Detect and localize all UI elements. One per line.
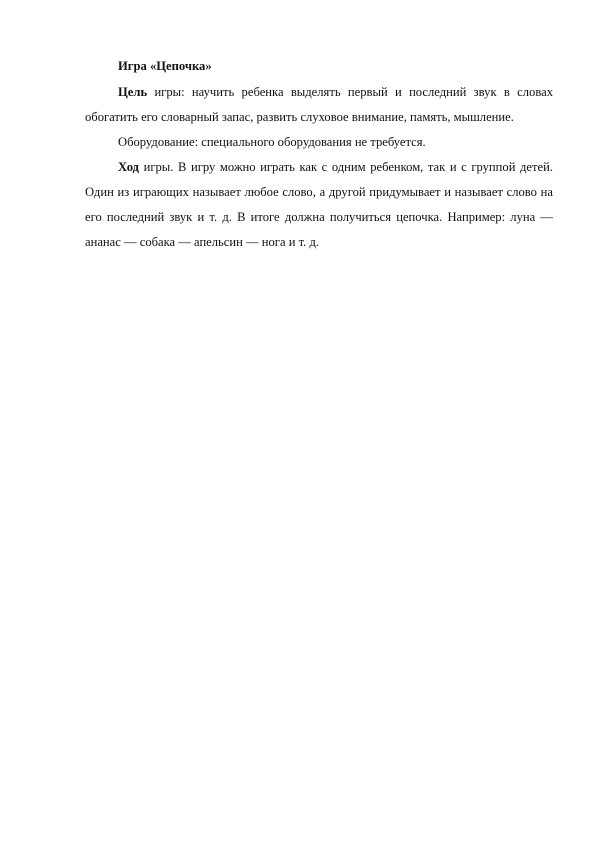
game-title: Игра «Цепочка» xyxy=(118,59,212,73)
document-body xyxy=(85,52,553,255)
procedure-paragraph xyxy=(85,155,553,255)
procedure-label: Ход xyxy=(118,160,140,174)
goal-paragraph xyxy=(85,80,553,130)
procedure-text: игры. В игру можно играть как с одним ребенком, так и с группой детей. Один из играющих называет любое слово, а другой придумывает и называет слово на его последний звук и т. д. В итоге должна получиться цепочка. Например: луна — ананас — собака — апельсин — нога и т. д. xyxy=(85,160,553,249)
goal-text: игры: научить ребенка выделять первый и последний звук в словах обогатить его словарный запас, развить слуховое внимание, память, мышление. xyxy=(85,85,553,124)
equipment-text: Оборудование: специального оборудования не требуется. xyxy=(118,135,426,149)
goal-label: Цель xyxy=(118,85,148,99)
equipment-paragraph xyxy=(85,130,553,155)
